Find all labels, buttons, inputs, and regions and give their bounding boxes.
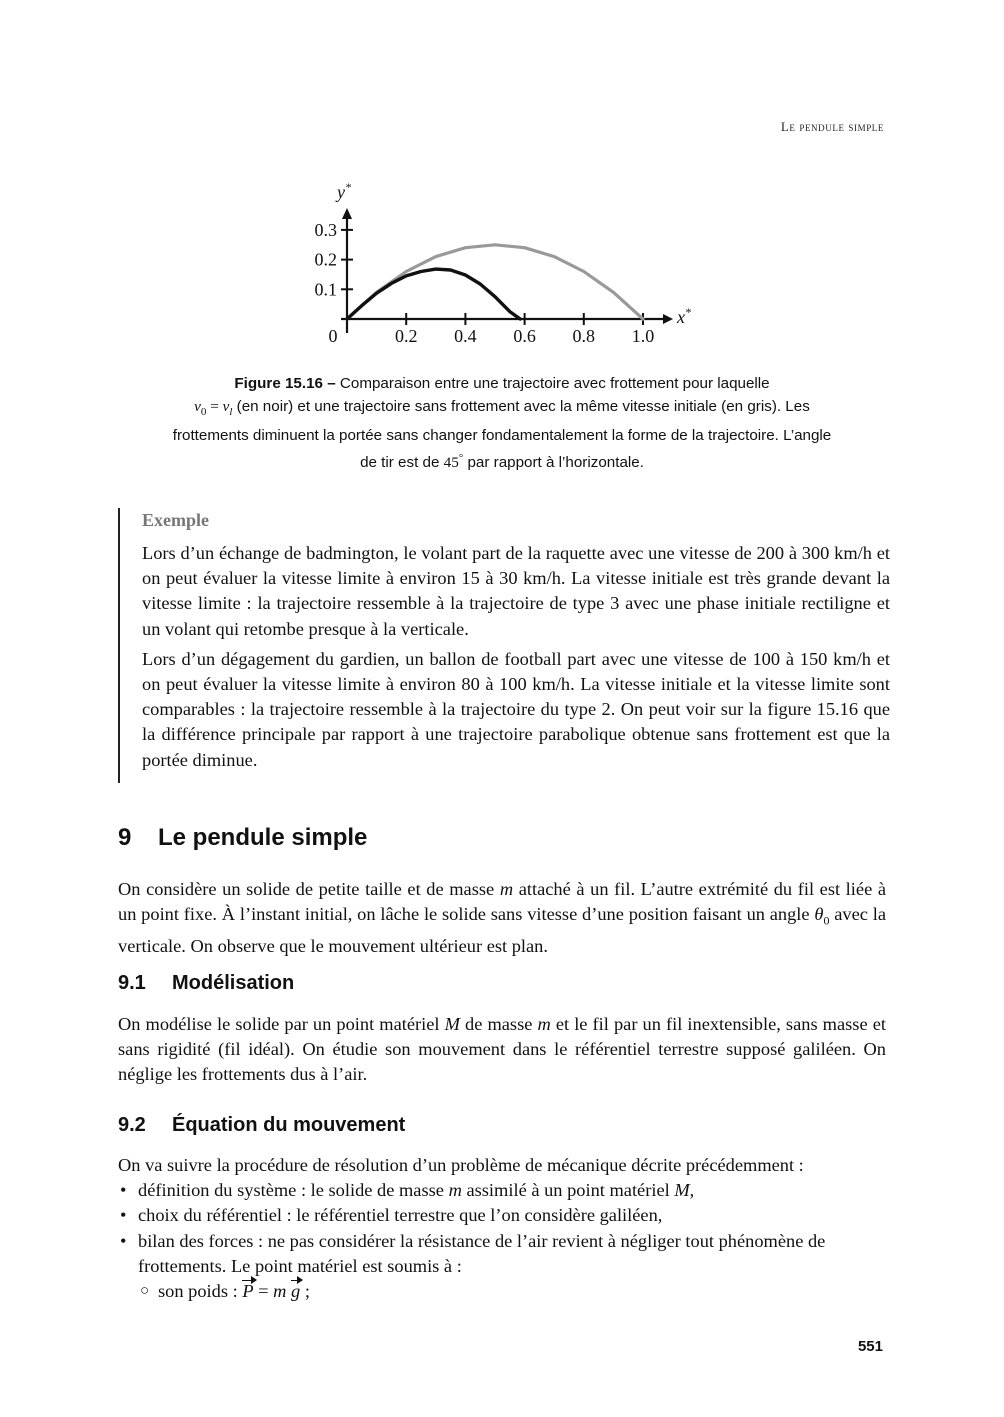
y-tick-label: 0.3 xyxy=(314,219,337,240)
series-with-friction xyxy=(347,269,520,319)
figure-label: Figure 15.16 xyxy=(234,375,323,392)
running-header: Le pendule simple xyxy=(780,119,884,134)
example-box xyxy=(118,508,890,783)
caption-text-2: (en noir) et une trajectoire sans frottement avec la même vitesse initiale (en gris). Les frottements diminuent la portée sans changer fondamentalement la forme de la trajectoire. L’angle de tir est de xyxy=(172,398,832,472)
x-axis-arrow xyxy=(663,314,673,324)
x-tick-label: 0.4 xyxy=(454,326,477,346)
y-tick-label: 0.2 xyxy=(314,249,337,270)
section-9-2-intro: On va suivre la procédure de résolution d’un problème de mécanique décrite précédemment : xyxy=(118,1155,804,1175)
section-9-1-heading: 9.1 Modélisation xyxy=(118,972,295,994)
example-title: Exemple xyxy=(142,510,209,530)
page-number: 551 xyxy=(857,1338,883,1355)
vector-g: g xyxy=(291,1279,300,1304)
caption-text-3: par rapport à l’horizontale. xyxy=(467,454,644,472)
section-9-2 xyxy=(118,1114,886,1304)
x-axis-label: x* xyxy=(677,305,691,327)
caption-equals: = xyxy=(206,398,223,415)
caption-text-1: Comparaison entre une trajectoire avec frottement pour laquelle xyxy=(339,375,770,392)
trajectory-chart xyxy=(300,178,700,353)
caption-v0: $v_0$ xyxy=(194,398,207,419)
vector-P: P xyxy=(242,1279,253,1304)
section-9 xyxy=(118,824,886,959)
x-tick-label: 0.2 xyxy=(394,326,418,346)
section-9-heading: 9 Le pendule simple xyxy=(118,824,368,851)
example-paragraph-1: Lors d’un échange de badmington, le volant part de la raquette avec une vitesse de 200 à 300 km/h et on peut évaluer la vitesse limite à environ 15 à 30 km/h. La vitesse initiale est très grande devant la vitesse limite : la trajectoire ressemble à la trajectoire de type 3 avec une phase initiale rectiligne et un volant qui retombe presque à la verticale. xyxy=(142,543,890,639)
sub-list-item: ○ son poids : P = m g ; xyxy=(138,1279,886,1304)
list-item: • définition du système : le solide de masse m assimilé à un point matériel M, xyxy=(120,1180,695,1201)
list-item: • choix du référentiel : le référentiel terrestre que l’on considère galiléen, xyxy=(120,1205,663,1226)
section-9-intro: On considère un solide de petite taille et de masse m attaché à un fil. L’autre extrémité du fil est liée à un point fixe. À l’instant initial, on lâche le solide sans vitesse d’une position faisant un angle $\theta_0$ avec la verticale. On observe que le mouvement ultérieur est plan. xyxy=(118,879,886,957)
section-9-1 xyxy=(118,972,886,1088)
x-axis-label-star: * xyxy=(685,305,691,319)
y-axis-label-star: * xyxy=(345,180,351,194)
y-axis-label: y* xyxy=(337,180,351,202)
caption-angle: 45° xyxy=(443,452,464,472)
figure-caption xyxy=(168,372,836,474)
x-tick-label: 0.6 xyxy=(513,326,536,346)
section-9-1-text: On modélise le solide par un point matériel M de masse m et le fil par un fil inextensible, sans masse et sans rigidité (fil idéal). On étudie son mouvement dans le référentiel terrestre supposé galiléen. On néglige les frottements dus à l’air. xyxy=(118,1014,886,1085)
x-tick-label: 0.8 xyxy=(572,326,596,346)
caption-dash: – xyxy=(327,375,336,392)
y-tick-label: 0.1 xyxy=(314,279,337,300)
y-axis-arrow xyxy=(342,208,352,219)
procedure-list xyxy=(118,1178,886,1304)
x-tick-label: 1.0 xyxy=(631,326,655,346)
section-9-2-heading: 9.2 Équation du mouvement xyxy=(118,1114,406,1136)
list-item: • bilan des forces : ne pas considérer la résistance de l’air revient à négliger tout phénomène de frottements. Le point matériel est soumis à : ○ son poids : P = m g ; xyxy=(118,1229,886,1305)
example-paragraph-2: Lors d’un dégagement du gardien, un ballon de football part avec une vitesse de 100 à 150 km/h et on peut évaluer la vitesse limite à environ 80 à 100 km/h. La vitesse initiale et la vitesse limite sont comparables : la trajectoire ressemble à la trajectoire du type 2. On peut voir sur la figure 15.16 que la différence principale par rapport à une trajectoire parabolique obtenue sans frottement est que la portée diminue. xyxy=(142,648,890,770)
origin-label: 0 xyxy=(328,326,338,346)
caption-vl: $v_l$ xyxy=(222,398,233,419)
